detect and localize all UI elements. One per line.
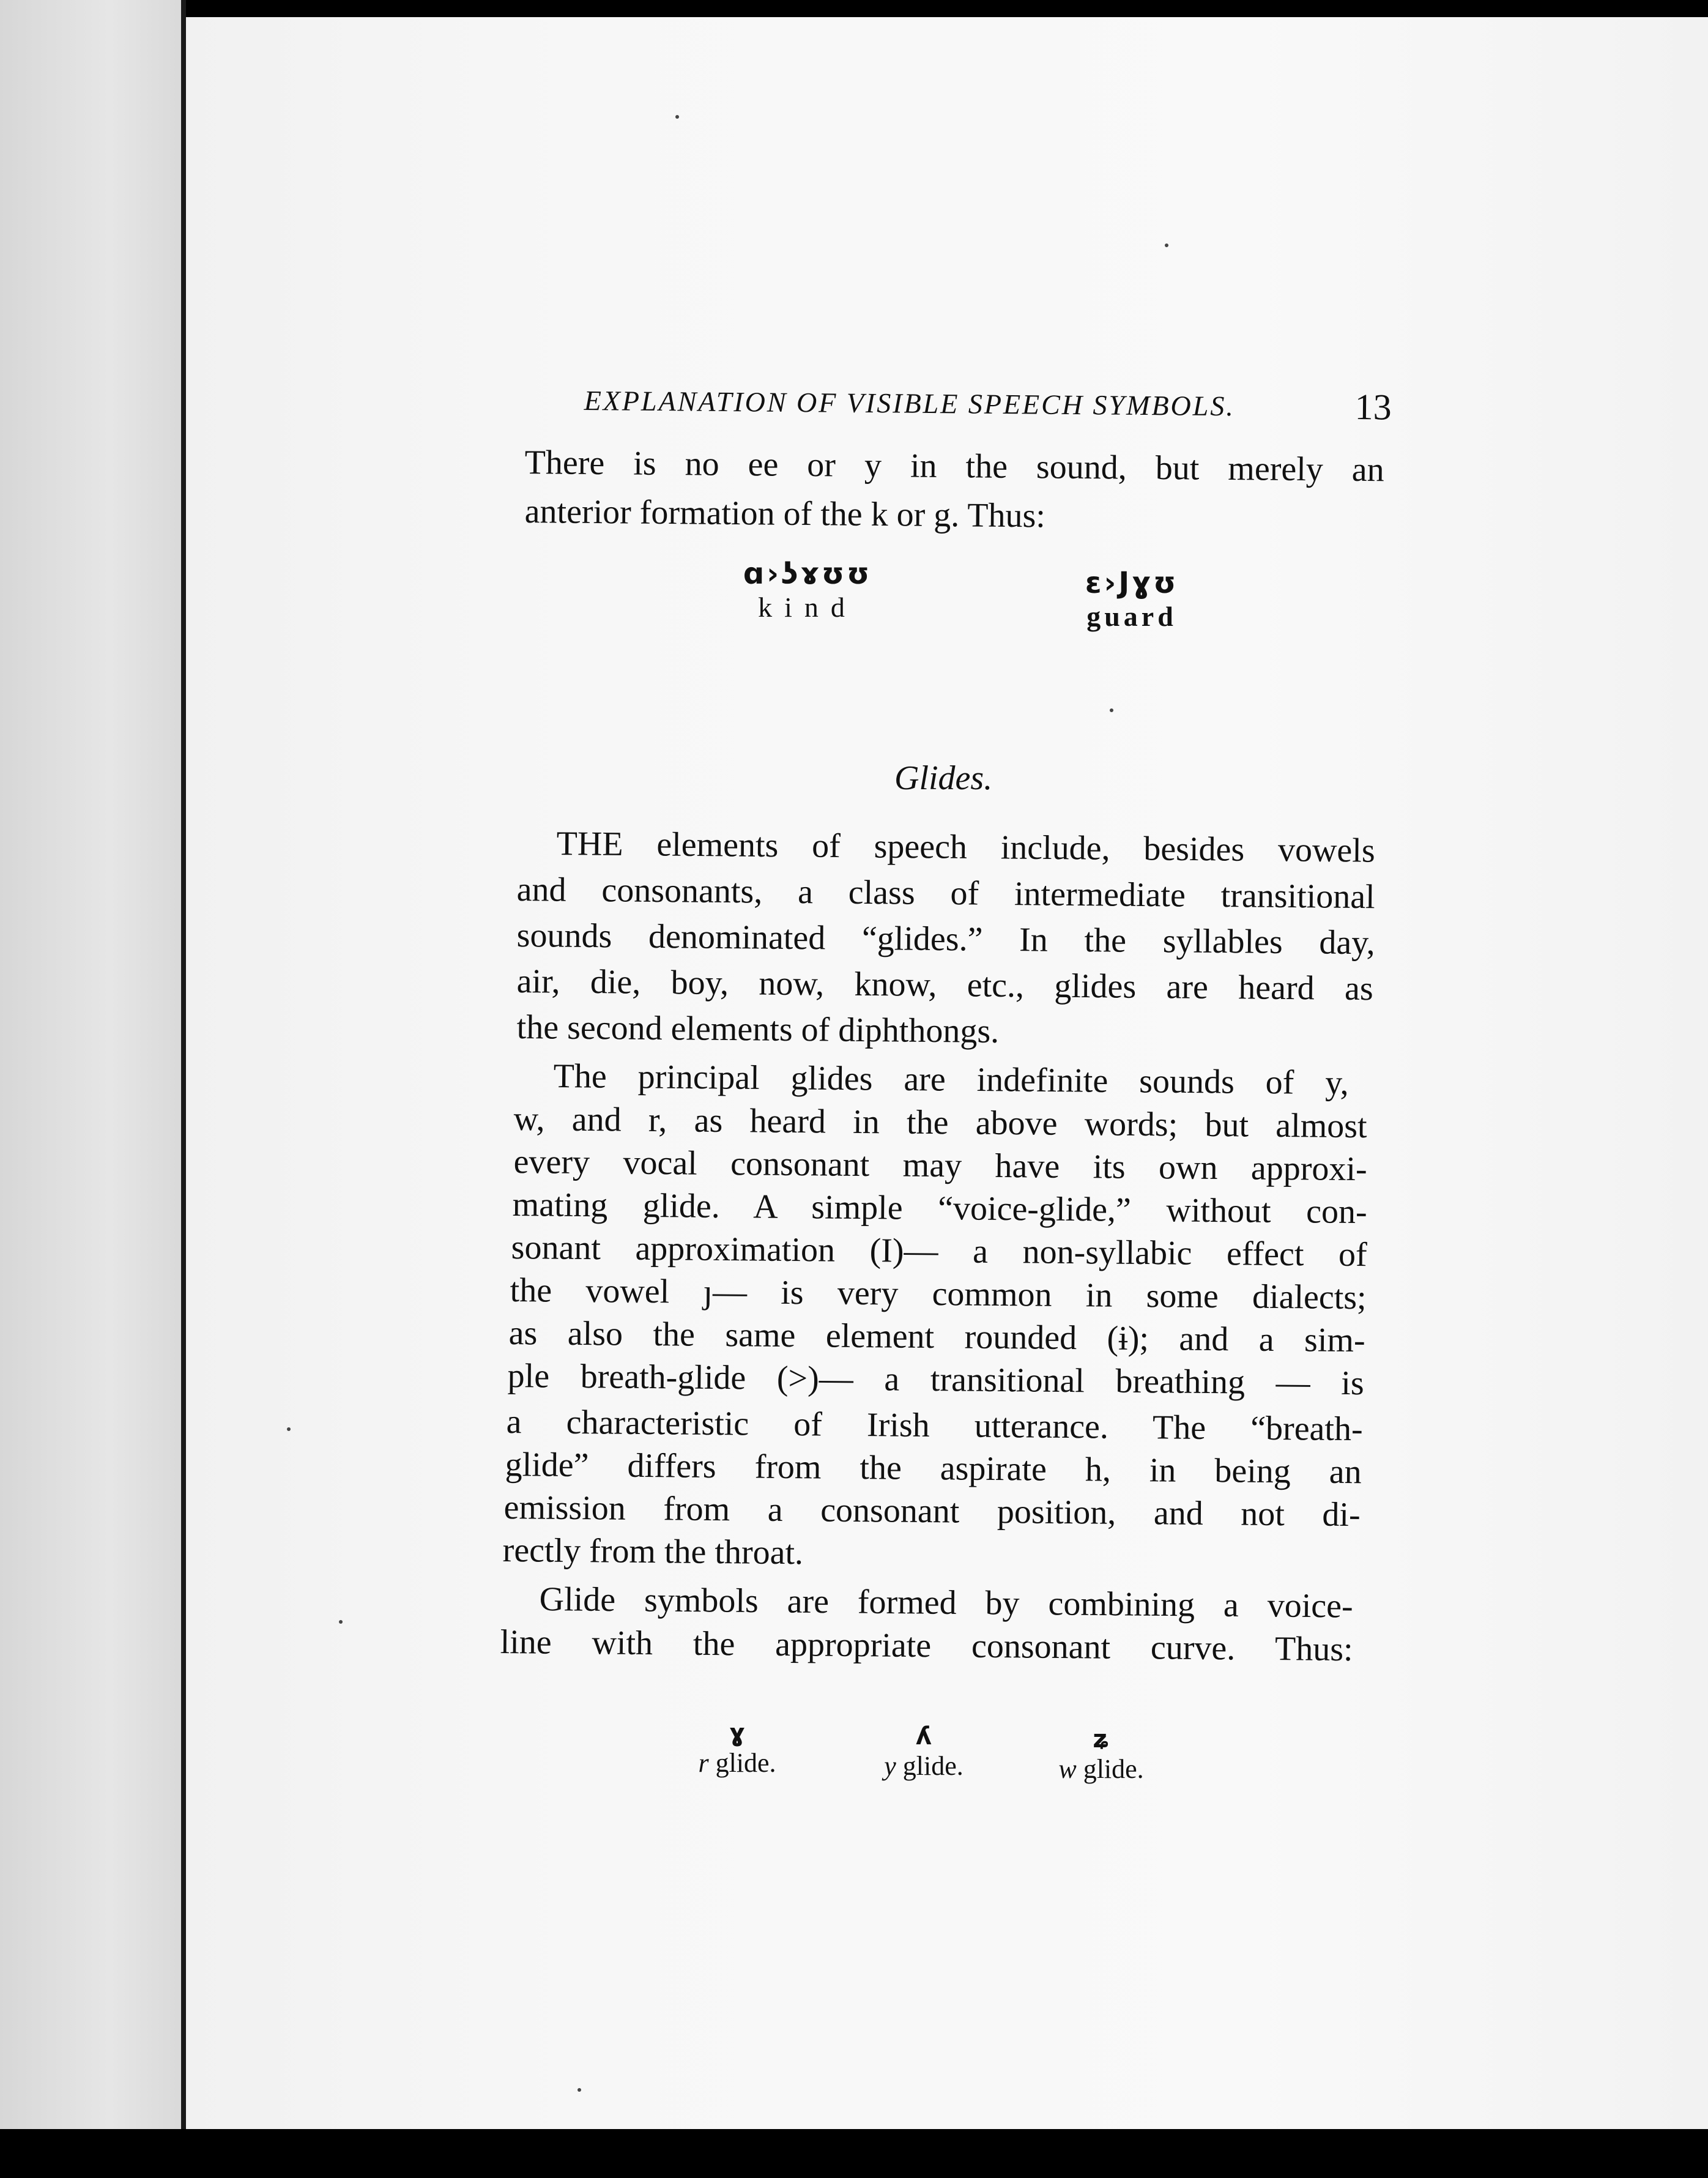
left-page-edge xyxy=(0,0,184,2178)
book-gutter xyxy=(181,0,186,2129)
paragraph3-line: line with the appropriate consonant curve. Thus: xyxy=(500,1623,1353,1669)
glide-letter: w xyxy=(1058,1754,1077,1784)
section-title: Glides. xyxy=(894,759,993,797)
paragraph1-line: the second elements of diphthongs. xyxy=(516,1008,1000,1050)
running-head-title: EXPLANATION OF VISIBLE SPEECH SYMBOLS. xyxy=(584,384,1236,422)
intro-line: There is no ee or y in the sound, but merely an xyxy=(524,443,1384,489)
paragraph3-line: Glide symbols are formed by combining a voice- xyxy=(539,1580,1353,1626)
glide-example-y xyxy=(850,1722,997,1782)
glide-symbol: ʎ xyxy=(915,1722,932,1750)
glide-letter: r xyxy=(698,1748,709,1778)
paragraph1-line: sounds denominated “glides.” In the syllables day, xyxy=(516,916,1375,962)
paragraph2-line: w, and r, as heard in the above words; but almost xyxy=(513,1099,1367,1146)
paragraph2-line: rectly from the throat. xyxy=(502,1531,804,1572)
paragraph2-line: sonant approximation (I)— a non-syllabic effect of xyxy=(511,1228,1367,1274)
glide-label xyxy=(850,1750,997,1782)
paragraph2-line: as also the same element rounded (ɨ); and a sim- xyxy=(508,1314,1365,1360)
visible-speech-symbols: ɑ›ʖɤʊʊ xyxy=(743,557,872,591)
print-speck xyxy=(1165,243,1168,247)
example-word: guard xyxy=(1086,601,1177,632)
scan-border-bottom xyxy=(0,2129,1708,2178)
glide-example-r xyxy=(664,1719,811,1778)
glide-label xyxy=(664,1747,811,1778)
example-kind xyxy=(728,557,887,623)
glide-symbol: ɣ xyxy=(729,1719,745,1747)
example-word: kind xyxy=(758,592,857,623)
print-speck xyxy=(577,2088,581,2092)
print-speck xyxy=(1110,708,1113,712)
paragraph1-line: THE elements of speech include, besides vowels xyxy=(556,824,1375,870)
running-head xyxy=(584,379,1392,436)
page-number: 13 xyxy=(1354,386,1392,428)
paragraph1-line: and consonants, a class of intermediate transitional xyxy=(516,870,1375,916)
glide-word: glide. xyxy=(1083,1754,1144,1784)
glide-label xyxy=(1028,1753,1175,1785)
glide-word: glide. xyxy=(715,1748,776,1778)
paragraph2-line: the vowel ȷ— is very common in some dialects; xyxy=(510,1271,1367,1317)
paragraph2-line: The principal glides are indefinite sounds of y, xyxy=(553,1057,1349,1102)
paragraph2-line: emission from a consonant position, and not di- xyxy=(503,1489,1361,1534)
intro-line: anterior formation of the k or g. Thus: xyxy=(524,492,1046,535)
print-speck xyxy=(675,115,679,119)
paragraph2-line: mating glide. A simple “voice-glide,” without con- xyxy=(512,1185,1367,1232)
paragraph2-line: every vocal consonant may have its own approxi- xyxy=(513,1142,1367,1189)
glide-symbol: ʑ xyxy=(1093,1725,1110,1753)
visible-speech-symbols: ɛ›Jɣʊ xyxy=(1085,566,1179,600)
paragraph2-line: glide” differs from the aspirate h, in being an xyxy=(505,1446,1362,1492)
glide-word: glide. xyxy=(902,1751,964,1781)
example-guard xyxy=(1058,566,1205,633)
glide-letter: y xyxy=(884,1751,896,1781)
paragraph2-line: a characteristic of Irish utterance. The “breath- xyxy=(506,1403,1363,1449)
print-speck xyxy=(339,1620,343,1624)
print-speck xyxy=(287,1427,291,1431)
paragraph1-line: air, die, boy, now, know, etc., glides are heard as xyxy=(516,962,1373,1008)
paragraph2-line: ple breath-glide (>)— a transitional breathing — is xyxy=(507,1357,1364,1403)
glide-example-w xyxy=(1028,1725,1175,1785)
